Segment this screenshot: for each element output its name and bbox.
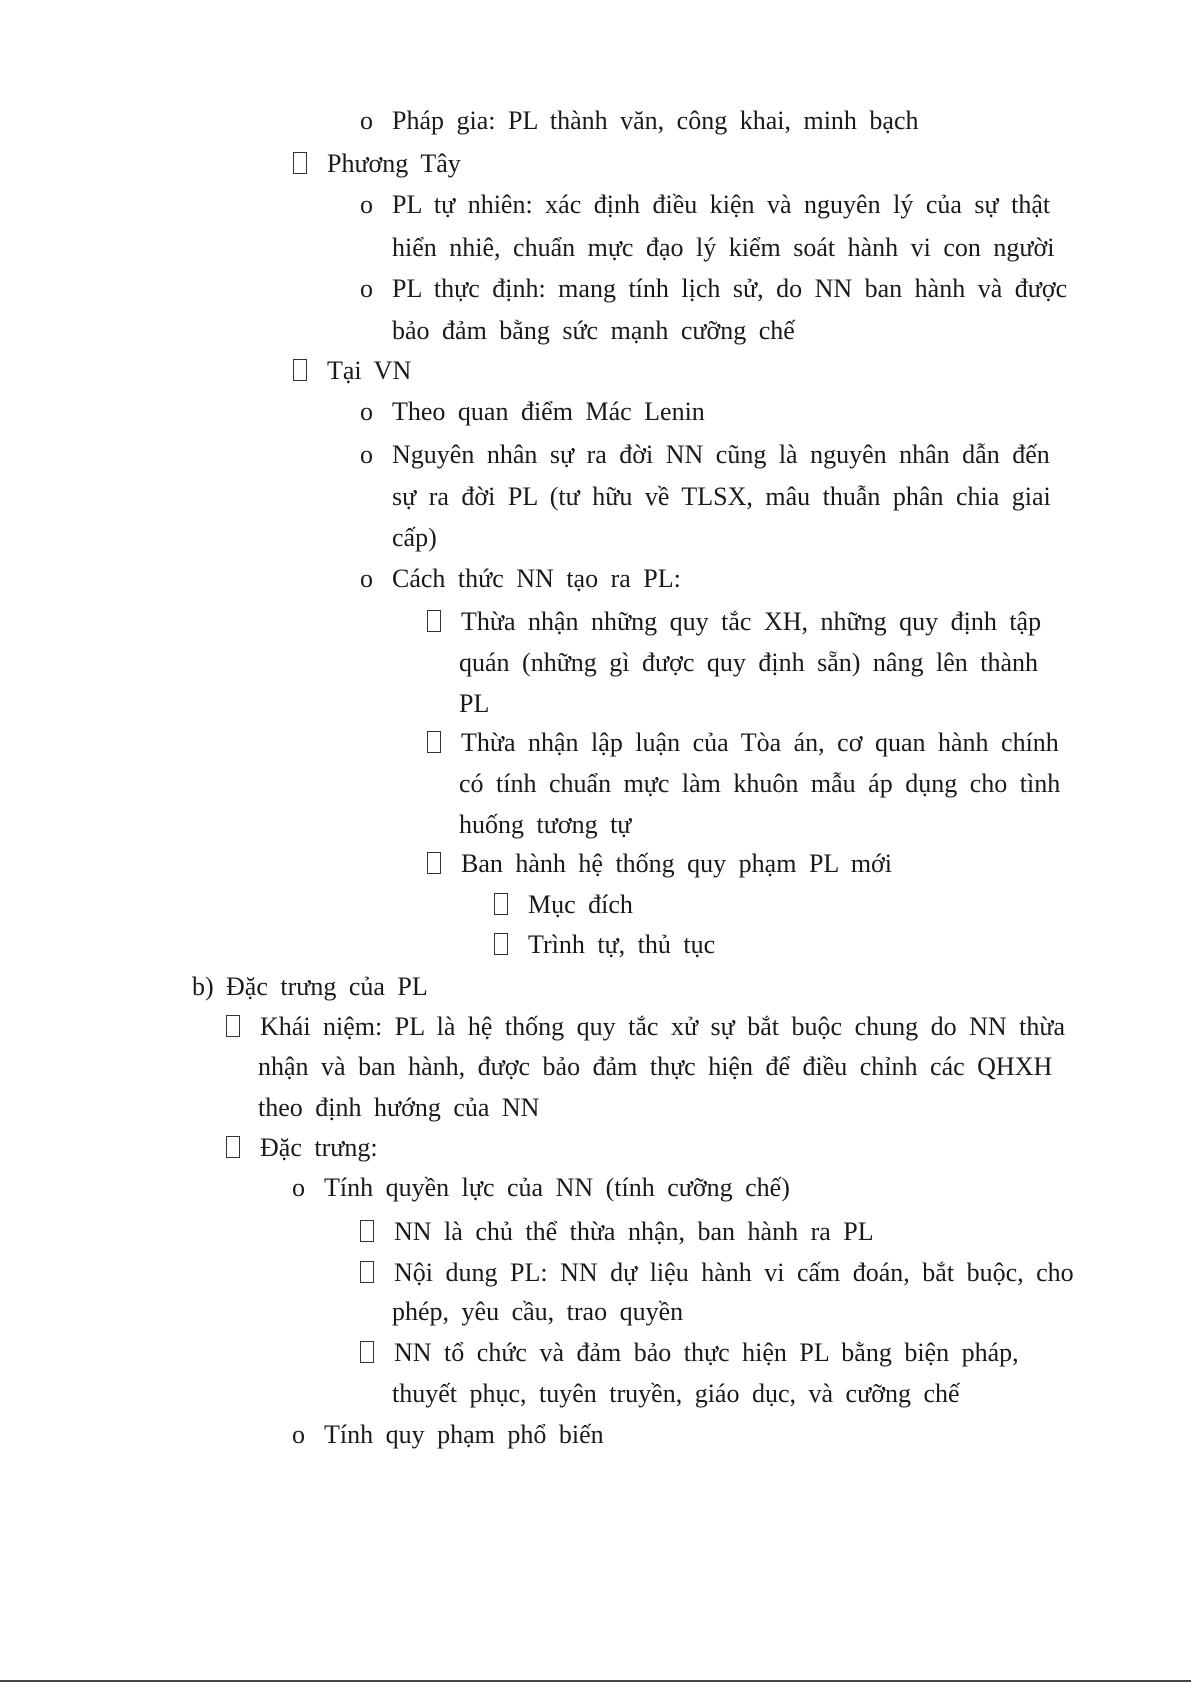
list-item-continuation: [392, 1379, 960, 1409]
list-item-text: NN là chủ thể thừa nhận, ban hành ra PL: [394, 1217, 874, 1246]
square-bullet-icon: [360, 1220, 374, 1242]
circle-bullet-icon: o: [292, 1420, 305, 1449]
list-item: [292, 1173, 790, 1203]
list-item-continuation: [392, 1297, 683, 1327]
list-item-continuation: [392, 316, 795, 346]
list-item: [360, 274, 1067, 304]
list-item-text: Mục đích: [528, 890, 633, 919]
square-bullet-icon: [427, 610, 441, 632]
list-item-text: Pháp gia: PL thành văn, công khai, minh bạch: [392, 106, 919, 135]
section-heading-text: Đặc trưng của PL: [226, 972, 428, 1001]
square-bullet-icon: [293, 359, 307, 381]
list-item-continuation: [258, 1052, 1052, 1082]
list-item-text: hiển nhiê, chuẩn mực đạo lý kiểm soát hành vi con người: [392, 233, 1055, 262]
list-item-text: Trình tự, thủ tục: [528, 930, 716, 959]
list-item-text: PL: [459, 689, 490, 718]
list-item-continuation: [392, 523, 437, 553]
list-item-text: NN tổ chức và đảm bảo thực hiện PL bằng biện pháp,: [394, 1338, 1019, 1367]
list-item-text: Đặc trưng:: [260, 1133, 378, 1162]
list-item-continuation: [459, 689, 489, 719]
list-item: [292, 1420, 604, 1450]
list-item: [494, 890, 633, 920]
list-item-text: Thừa nhận lập luận của Tòa án, cơ quan hành chính: [461, 728, 1059, 757]
square-bullet-icon: [494, 933, 508, 955]
circle-bullet-icon: o: [360, 397, 373, 426]
list-item-text: Cách thức NN tạo ra PL:: [392, 564, 681, 593]
list-item-text: quán (những gì được quy định sẵn) nâng lên thành: [459, 648, 1039, 677]
circle-bullet-icon: o: [360, 564, 373, 593]
list-item-text: có tính chuẩn mực làm khuôn mẫu áp dụng cho tình: [459, 769, 1061, 798]
list-item-text: Nội dung PL: NN dự liệu hành vi cấm đoán, bắt buộc, cho: [394, 1258, 1074, 1287]
list-item-continuation: [392, 482, 1051, 512]
circle-bullet-icon: o: [360, 274, 373, 303]
list-item-text: huống tương tự: [459, 810, 632, 839]
list-item: [360, 106, 919, 136]
list-item-continuation: [459, 769, 1060, 799]
list-item: [494, 930, 715, 960]
circle-bullet-icon: o: [360, 440, 373, 469]
list-item: [293, 149, 461, 179]
list-item-text: phép, yêu cầu, trao quyền: [392, 1297, 684, 1326]
list-item-continuation: [392, 233, 1054, 263]
page-bottom-rule: [0, 1680, 1191, 1682]
list-item-text: PL tự nhiên: xác định điều kiện và nguyên lý của sự thật: [392, 190, 1051, 219]
list-item: [293, 356, 411, 386]
list-item: [360, 440, 1050, 470]
square-bullet-icon: [427, 731, 441, 753]
square-bullet-icon: [494, 893, 508, 915]
list-item-text: Theo quan điểm Mác Lenin: [392, 397, 705, 426]
circle-bullet-icon: o: [360, 106, 373, 135]
list-item-text: bảo đảm bằng sức mạnh cưỡng chế: [392, 316, 795, 345]
list-item-text: Thừa nhận những quy tắc XH, những quy định tập: [461, 607, 1042, 636]
list-item-text: thuyết phục, tuyên truyền, giáo dục, và cưỡng chế: [392, 1379, 960, 1408]
square-bullet-icon: [427, 852, 441, 874]
list-item: [360, 1258, 1074, 1288]
list-item-continuation: [459, 810, 631, 840]
list-item-text: theo định hướng của NN: [258, 1093, 540, 1122]
section-heading: [192, 972, 428, 1002]
list-item-text: Tại VN: [327, 356, 412, 385]
list-item: [360, 190, 1050, 220]
list-item-text: nhận và ban hành, được bảo đảm thực hiện để điều chỉnh các QHXH: [258, 1052, 1053, 1081]
list-item: [360, 1338, 1019, 1368]
list-item-text: sự ra đời PL (tư hữu về TLSX, mâu thuẫn phân chia giai: [392, 482, 1051, 511]
list-item: [360, 1217, 874, 1247]
list-item-text: cấp): [392, 523, 437, 552]
list-item-continuation: [459, 648, 1038, 678]
square-bullet-icon: [360, 1261, 374, 1283]
list-item: [360, 397, 705, 427]
list-item: [226, 1133, 378, 1163]
list-item: [427, 607, 1041, 637]
section-label: b): [192, 972, 214, 1001]
list-item-text: Ban hành hệ thống quy phạm PL mới: [461, 849, 893, 878]
list-item-text: Tính quyền lực của NN (tính cưỡng chế): [324, 1173, 790, 1202]
list-item-text: PL thực định: mang tính lịch sử, do NN ban hành và được: [392, 274, 1068, 303]
circle-bullet-icon: o: [292, 1173, 305, 1202]
list-item: [427, 849, 892, 879]
list-item: [226, 1012, 1065, 1042]
list-item: [360, 564, 681, 594]
list-item: [427, 728, 1059, 758]
list-item-text: Phương Tây: [327, 149, 461, 178]
square-bullet-icon: [360, 1341, 374, 1363]
square-bullet-icon: [293, 152, 307, 174]
square-bullet-icon: [226, 1136, 240, 1158]
list-item-text: Nguyên nhân sự ra đời NN cũng là nguyên nhân dẫn đến: [392, 440, 1050, 469]
square-bullet-icon: [226, 1015, 240, 1037]
circle-bullet-icon: o: [360, 190, 373, 219]
list-item-text: Khái niệm: PL là hệ thống quy tắc xử sự bắt buộc chung do NN thừa: [260, 1012, 1066, 1041]
list-item-text: Tính quy phạm phổ biến: [324, 1420, 604, 1449]
list-item-continuation: [258, 1093, 539, 1123]
